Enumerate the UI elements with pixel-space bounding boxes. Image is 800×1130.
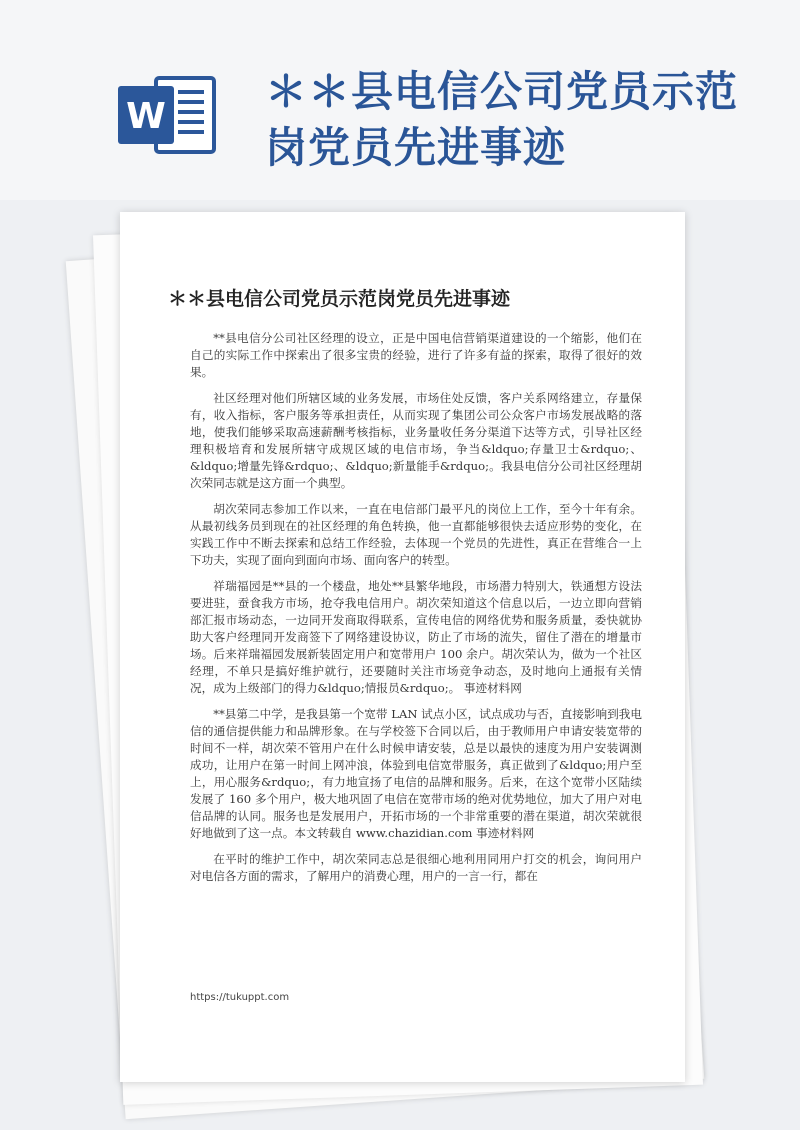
page-title: ＊＊县电信公司党员示范岗党员先进事迹 [265, 67, 739, 172]
paragraph: 祥瑞福园是**县的一个楼盘，地处**县繁华地段，市场潜力特别大，铁通想方设法要进驻，蚕食我方市场，抢夺我电信用户。胡次荣知道这个信息以后，一边立即向营销部汇报市场动态，一边同开发商取得联系，宣传电信的网络优势和服务质量，委快就协助大客户经理同开发商签下了网络建设协议，防止了市场的流失，留住了潜在的增量市场。后来祥瑞福园发展新装固定用户和宽带用户 100 余户。胡次荣认为，做为一个社区经理，不单只是搞好维护就行，还要随时关注市场竞争动态，及时地向上通报有关情况，成为上级部门的得力&ldquo;情报员&rdquo;。 事迹材料网 [190, 579, 642, 695]
paragraph: 胡次荣同志参加工作以来，一直在电信部门最平凡的岗位上工作，至今十年有余。从最初线务员到现在的社区经理的角色转换，他一直都能够很快去适应形势的变化，在实践工作中不断去探索和总结工作经验，去体现一个党员的先进性，真正在营维合一上下功夫，实现了面向到面向市场、面向客户的转型。 [190, 502, 642, 567]
footer-url: https://tukuppt.com [190, 992, 290, 1003]
svg-text:W: W [126, 96, 166, 137]
paragraph: **县第二中学，是我县第一个宽带 LAN 试点小区，试点成功与否，直接影响到我电信的通信提供能力和品牌形象。在与学校签下合同以后，由于教师用户申请安装宽带的时间不一样，胡次荣不管用户在什么时候申请安装，总是以最快的速度为用户安装调测成功，让用户在第一时间上网冲浪，体验到电信宽带服务，真正做到了&ldquo;用户至上，用心服务&rdquo;，有力地宣扬了电信的品牌和服务。后来，在这个宽带小区陆续发展了 160 多个用户，极大地巩固了电信在宽带市场的绝对优势地位，加大了用户对电信品牌的认同。服务也是发展用户，开拓市场的一个非常重要的潜在渠道，胡次荣就很好地做到了这一点。本文转载自 www.chazidian.com 事迹材料网 [190, 707, 642, 840]
document-title: ＊＊县电信公司党员示范岗党员先进事迹 [168, 288, 511, 310]
word-icon [118, 72, 218, 156]
document-page [120, 212, 685, 1082]
paragraph: **县电信分公司社区经理的设立，正是中国电信营销渠道建设的一个缩影，他们在自己的实际工作中探索出了很多宝贵的经验，进行了许多有益的探索，取得了很好的效果。 [190, 331, 642, 379]
document-body [190, 330, 642, 894]
paragraph: 在平时的维护工作中，胡次荣同志总是很细心地利用同用户打交的机会，询问用户对电信各方面的需求，了解用户的消费心理，用户的一言一行，都在 [190, 852, 642, 883]
paragraph: 社区经理对他们所辖区域的业务发展，市场住处反馈，客户关系网络建立，存量保有，收入指标，客户服务等承担责任，从而实现了集团公司公众客户市场发展战略的落地，使我们能够采取高速薪酬考核指标，业务量收任务分渠道下达等方式，引导社区经理积极培育和发展所辖守成规区域的电信市场，争当&ldquo;存量卫士&rdquo;、&ldquo;增量先锋&rdquo;、&ldquo;新量能手&rdquo;。我县电信分公司社区经理胡次荣同志就是这方面一个典型。 [190, 391, 642, 490]
